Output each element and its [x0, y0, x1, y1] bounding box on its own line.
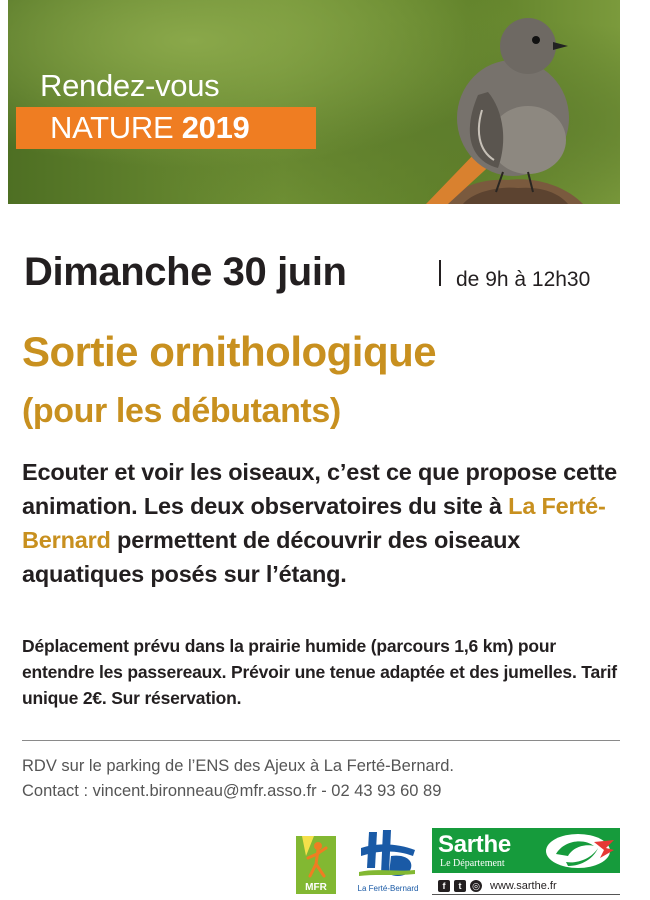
sarthe-underline: [432, 894, 620, 895]
event-date: Dimanche 30 juin: [24, 250, 347, 294]
banner-tag-word: NATURE: [50, 110, 174, 145]
sarthe-subtitle: Le Département: [440, 858, 505, 869]
twitter-icon[interactable]: t: [454, 880, 466, 892]
date-separator: [439, 260, 441, 286]
location-highlight: La Ferté-Bernard: [22, 493, 606, 553]
mfr-label: MFR: [296, 881, 336, 894]
social-links: [438, 878, 557, 894]
lfb-label: La Ferté-Bernard: [357, 884, 419, 893]
instagram-icon[interactable]: ◎: [470, 880, 482, 892]
lfb-emblem-icon: [355, 828, 421, 884]
description-main: [22, 455, 622, 591]
meeting-point: RDV sur le parking de l’ENS des Ajeux à La Ferté-Bernard.: [22, 757, 454, 775]
mfr-figure-icon: [296, 836, 336, 881]
description-details: Déplacement prévu dans la prairie humide (parcours 1,6 km) pour entendre les passereaux. Prévoir une tenue adaptée et des jumelles. Tarif unique 2€. Sur réservation.: [22, 636, 617, 708]
header-banner: [8, 0, 620, 204]
sarthe-name: Sarthe: [438, 831, 511, 858]
event-date-row: [24, 250, 624, 300]
event-title: Sortie ornithologique: [22, 328, 437, 375]
contact-info: Contact : vincent.bironneau@mfr.asso.fr - 02 43 93 60 89: [22, 782, 442, 800]
banner-tag-year: 2019: [181, 110, 250, 145]
sarthe-banner: [432, 828, 620, 873]
la-ferte-bernard-logo: [355, 828, 421, 896]
facebook-icon[interactable]: f: [438, 880, 450, 892]
footer-divider: [22, 740, 620, 741]
banner-rendez-vous: Rendez-vous: [40, 68, 220, 103]
description-part2: permettent de découvrir des oiseaux aquatiques posés sur l’étang.: [22, 527, 521, 587]
event-time: de 9h à 12h30: [456, 268, 591, 291]
event-subtitle: (pour les débutants): [22, 392, 341, 430]
mfr-logo: [296, 836, 336, 894]
sarthe-emblem-icon: [544, 832, 616, 870]
banner-nature-tag: [16, 107, 316, 149]
sarthe-departement-logo: [432, 828, 620, 896]
description-part1: Ecouter et voir les oiseaux, c’est ce que propose cette animation. Les deux observatoires du site à: [22, 459, 618, 519]
sarthe-website-link[interactable]: www.sarthe.fr: [490, 880, 557, 892]
